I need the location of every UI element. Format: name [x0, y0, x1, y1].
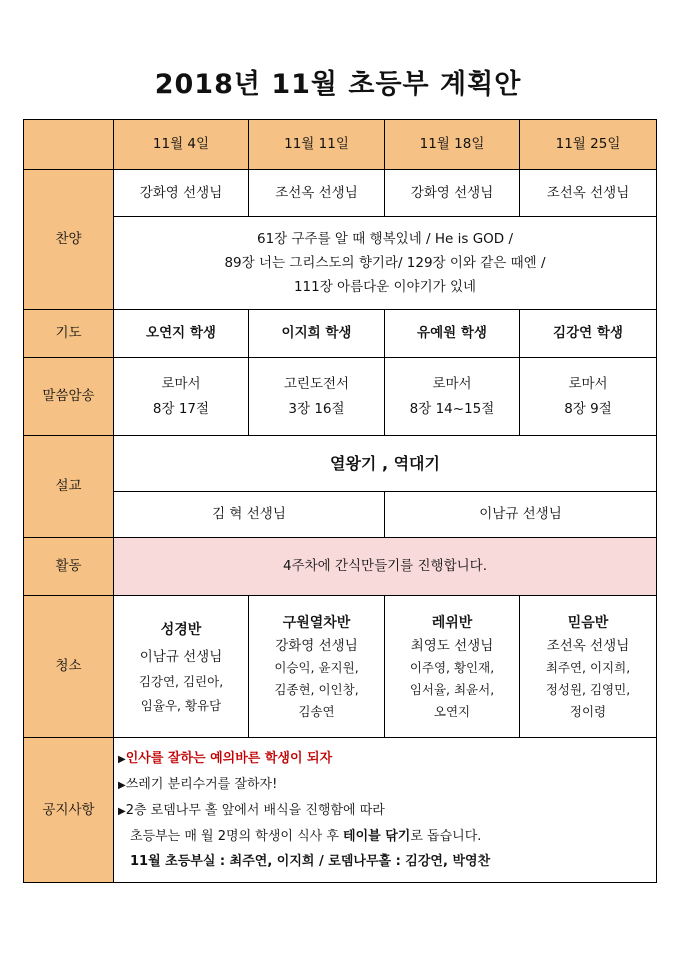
notice-line: ▶쓰레기 분리수거를 잘하자! [118, 777, 278, 792]
notice-line: 초등부는 매 월 2명의 학생이 식사 후 테이블 닦기로 돕습니다. [130, 829, 482, 844]
sermon-preacher: 김 혁 선생님 [114, 492, 385, 538]
sermon-preacher: 이남규 선생님 [385, 492, 657, 538]
notice-line: 11월 초등부실 : 최주연, 이지희 / 로뎀나무홀 : 김강연, 박영찬 [130, 854, 491, 869]
row-label-prayer: 기도 [24, 310, 114, 358]
group-students: 정성원, 김영민, [545, 681, 631, 697]
group-teacher: 최영도 선생님 [410, 637, 494, 654]
group-students: 임서율, 최윤서, [409, 681, 495, 697]
group-students: 이승익, 윤지원, [274, 659, 359, 675]
praise-songs [114, 217, 657, 310]
praise-leader: 조선옥 선생님 [520, 170, 657, 217]
group-name: 믿음반 [567, 614, 609, 631]
cleaning-group [520, 596, 657, 738]
sermon-topic: 열왕기 , 역대기 [114, 436, 657, 492]
row-label-memory: 말씀암송 [24, 358, 114, 436]
prayer-name: 이지희 학생 [249, 310, 385, 358]
memory-verse: 8장 9절 [564, 400, 612, 417]
memory-cell [249, 358, 385, 436]
group-name: 레위반 [431, 614, 473, 631]
group-students: 임율우, 황유담 [140, 697, 222, 713]
bullet-icon: ▶ [118, 780, 126, 791]
date-header: 11월 18일 [385, 120, 520, 170]
cleaning-group [249, 596, 385, 738]
cleaning-group [114, 596, 249, 738]
prayer-name: 유예원 학생 [385, 310, 520, 358]
memory-cell [385, 358, 520, 436]
memory-cell [520, 358, 657, 436]
memory-verse: 8장 14~15절 [409, 400, 495, 417]
group-name: 구원열차반 [282, 614, 351, 631]
group-students: 오연지 [433, 703, 471, 719]
page-title: 2018년 11월 초등부 계획안 [154, 69, 522, 100]
notice-line: ▶인사를 잘하는 예의바른 학생이 되자 [118, 751, 333, 766]
memory-verse: 3장 16절 [288, 400, 345, 417]
group-students: 김송연 [298, 703, 335, 719]
cleaning-group [385, 596, 520, 738]
group-students: 정이령 [569, 703, 607, 719]
notice-line: ▶2층 로뎀나무 홀 앞에서 배식을 진행함에 따라 [118, 803, 385, 818]
memory-book: 로마서 [161, 375, 201, 392]
group-students: 최주연, 이지희, [545, 659, 631, 675]
group-students: 이주영, 황인재, [409, 659, 495, 675]
prayer-name: 오연지 학생 [114, 310, 249, 358]
bullet-icon: ▶ [118, 806, 126, 817]
corner-cell [24, 120, 114, 170]
song-line: 89장 너는 그리스도의 향기라/ 129장 이와 같은 때엔 / [224, 255, 546, 271]
row-label-sermon: 설교 [24, 436, 114, 538]
row-label-notice: 공지사항 [24, 738, 114, 883]
row-label-activity: 활동 [24, 538, 114, 596]
praise-leader: 강화영 선생님 [114, 170, 249, 217]
memory-book: 로마서 [432, 375, 472, 392]
group-students: 김강연, 김린아, [138, 673, 224, 689]
memory-book: 고린도전서 [283, 375, 350, 392]
prayer-name: 김강연 학생 [520, 310, 657, 358]
memory-verse: 8장 17절 [152, 400, 210, 417]
praise-leader: 강화영 선생님 [385, 170, 520, 217]
memory-book: 로마서 [568, 375, 608, 392]
group-name: 성경반 [160, 621, 202, 638]
bullet-icon: ▶ [118, 754, 126, 765]
plan-table [23, 119, 657, 883]
activity-text: 4주차에 간식만들기를 진행합니다. [114, 538, 657, 596]
song-line: 61장 구주를 알 때 행복있네 / He is GOD / [256, 231, 514, 247]
song-line: 111장 아름다운 이야기가 있네 [293, 279, 477, 295]
row-label-cleaning: 청소 [24, 596, 114, 738]
group-teacher: 강화영 선생님 [275, 637, 358, 654]
date-header: 11월 4일 [114, 120, 249, 170]
praise-leader: 조선옥 선생님 [249, 170, 385, 217]
notice-content [114, 738, 657, 883]
date-header: 11월 11일 [249, 120, 385, 170]
date-header: 11월 25일 [520, 120, 657, 170]
group-students: 김종현, 이인창, [274, 681, 359, 697]
group-teacher: 조선옥 선생님 [546, 637, 630, 654]
row-label-praise: 찬양 [24, 170, 114, 310]
memory-cell [114, 358, 249, 436]
group-teacher: 이남규 선생님 [139, 648, 223, 665]
